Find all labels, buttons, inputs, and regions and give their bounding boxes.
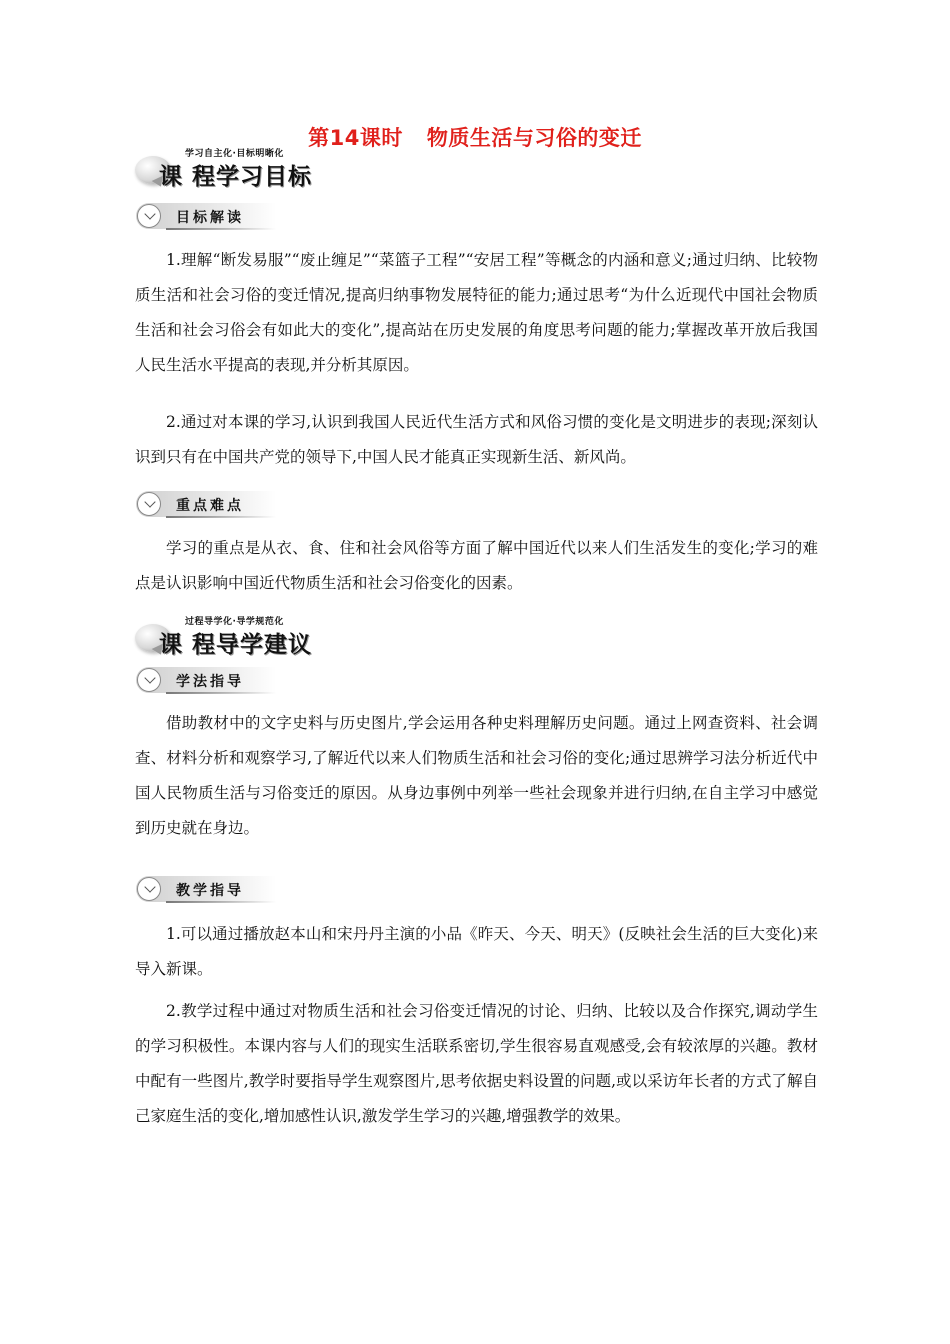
heading-label: 重点难点: [176, 498, 244, 514]
chevron-down-icon: [144, 208, 155, 219]
section-banner-learning-goals: [135, 146, 415, 192]
heading-teaching-guidance: [136, 876, 276, 902]
heading-key-points: [136, 491, 276, 517]
paragraph-key-points: 学习的重点是从衣、食、住和社会风俗等方面了解中国近代以来人们生活发生的变化;学习的难点是认识影响中国近代物质生活和社会习俗变化的因素。: [135, 539, 818, 592]
paragraph-goal-2: 2.通过对本课的学习,认识到我国人民近代生活方式和风俗习惯的变化是文明进步的表现;深刻认识到只有在中国共产党的领导下,中国人民才能真正实现新生活、新风尚。: [135, 413, 818, 466]
heading-study-method: [136, 667, 276, 693]
lesson-title: 物质生活与习俗的变迁: [426, 126, 642, 150]
section-subtitle: 学习自主化·目标明晰化: [185, 149, 284, 159]
heading-label: 教学指导: [176, 883, 244, 899]
chevron-down-icon: [144, 881, 155, 892]
heading-label: 目标解读: [176, 210, 244, 226]
section-banner-guidance: [135, 614, 415, 660]
section-title: 课 程导学建议: [159, 632, 313, 658]
paragraph-study-method: 借助教材中的文字史料与历史图片,学会运用各种史料理解历史问题。通过上网查资料、社会调查、材料分析和观察学习,了解近代以来人们物质生活和社会习俗的变化;通过思辨学习法分析近代中国人民物质生活与习俗变迁的原因。从身边事例中列举一些社会现象并进行归纳,在自主学习中感觉到历史就在身边。: [135, 714, 818, 837]
lesson-number: 第14课时: [308, 126, 403, 150]
paragraph-goal-1: 1.理解“断发易服”“废止缠足”“菜篮子工程”“安居工程”等概念的内涵和意义;通过归纳、比较物质生活和社会习俗的变迁情况,提高归纳事物发展特征的能力;通过思考“为什么近现代中国社会物质生活和社会习俗会有如此大的变化”,提高站在历史发展的角度思考问题的能力;掌握改革开放后我国人民生活水平提高的表现,并分析其原因。: [135, 251, 818, 374]
section-title: 课 程学习目标: [159, 164, 313, 190]
chevron-down-icon: [144, 496, 155, 507]
circle-chevron-icon: [137, 668, 161, 692]
heading-label: 学法指导: [176, 674, 244, 690]
paragraph-teaching-2: 2.教学过程中通过对物质生活和社会习俗变迁情况的讨论、归纳、比较以及合作探究,调动学生的学习积极性。本课内容与人们的现实生活联系密切,学生很容易直观感受,会有较浓厚的兴趣。教材中配有一些图片,教学时要指导学生观察图片,思考依据史料设置的问题,或以采访年长者的方式了解自己家庭生活的变化,增加感性认识,激发学生学习的兴趣,增强教学的效果。: [135, 1002, 818, 1125]
heading-goal-interpretation: [136, 203, 276, 229]
circle-chevron-icon: [137, 877, 161, 901]
section-subtitle: 过程导学化·导学规范化: [185, 617, 284, 627]
circle-chevron-icon: [137, 492, 161, 516]
circle-chevron-icon: [137, 204, 161, 228]
chevron-down-icon: [144, 672, 155, 683]
paragraph-teaching-1: 1.可以通过播放赵本山和宋丹丹主演的小品《昨天、今天、明天》(反映社会生活的巨大变化)来导入新课。: [135, 925, 818, 978]
